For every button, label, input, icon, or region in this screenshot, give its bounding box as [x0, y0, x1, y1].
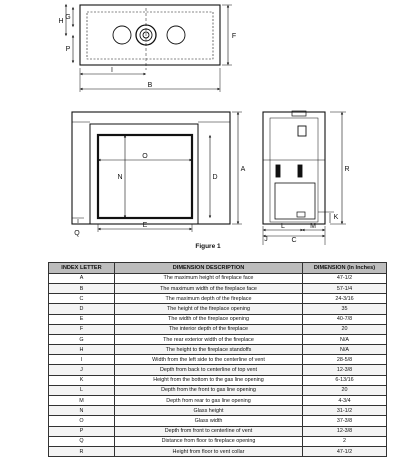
table-row — [49, 396, 387, 406]
dimension-description: Glass width — [115, 416, 303, 426]
label-p: P — [65, 46, 71, 53]
index-letter: Q — [49, 436, 115, 446]
label-g: G — [65, 14, 71, 21]
table-row — [49, 365, 387, 375]
label-i: I — [111, 67, 113, 74]
dimension-description: The rear exterior width of the fireplace — [115, 334, 303, 344]
header-index-letter: INDEX LETTER — [49, 263, 115, 274]
dimension-value: 4-3/4 — [303, 396, 387, 406]
dimension-value: 24-3/16 — [303, 294, 387, 304]
index-letter: G — [49, 334, 115, 344]
index-letter: B — [49, 283, 115, 293]
label-h: H — [58, 18, 64, 25]
dimension-value: 20 — [303, 324, 387, 334]
dimension-value: 12-3/8 — [303, 365, 387, 375]
dimension-description: The height of the fireplace opening — [115, 304, 303, 314]
dimension-description: The interior depth of the fireplace — [115, 324, 303, 334]
table-row — [49, 294, 387, 304]
index-letter: M — [49, 396, 115, 406]
label-c: C — [291, 237, 297, 244]
dimension-value: 47-1/2 — [303, 273, 387, 283]
dimensions-table — [48, 262, 387, 457]
dimension-description: Distance from floor to fireplace opening — [115, 436, 303, 446]
label-k: K — [333, 214, 339, 221]
index-letter: I — [49, 355, 115, 365]
index-letter: K — [49, 375, 115, 385]
label-d: D — [212, 174, 218, 181]
dimension-description: The maximum width of the fireplace face — [115, 283, 303, 293]
dimension-description: The maximum height of fireplace face — [115, 273, 303, 283]
dimension-description: Depth from rear to gas line opening — [115, 396, 303, 406]
dimension-value: 37-3/8 — [303, 416, 387, 426]
index-letter: H — [49, 345, 115, 355]
table-row — [49, 416, 387, 426]
table-row — [49, 345, 387, 355]
index-letter: L — [49, 385, 115, 395]
dimension-description: The width of the fireplace opening — [115, 314, 303, 324]
dimension-value: 40-7/8 — [303, 314, 387, 324]
dimension-description: Height from floor to vent collar — [115, 446, 303, 456]
dimension-description: Height from the bottom to the gas line opening — [115, 375, 303, 385]
front-view — [72, 112, 242, 232]
label-o: O — [142, 153, 148, 160]
dimension-description: The height to the fireplace standoffs — [115, 345, 303, 355]
table-row — [49, 375, 387, 385]
table-row — [49, 273, 387, 283]
index-letter: J — [49, 365, 115, 375]
index-letter: F — [49, 324, 115, 334]
label-m: M — [310, 223, 316, 230]
index-letter: C — [49, 294, 115, 304]
dimension-value: N/A — [303, 334, 387, 344]
dimension-value: 47-1/2 — [303, 446, 387, 456]
table-row — [49, 324, 387, 334]
dimension-value: 20 — [303, 385, 387, 395]
header-dimension-inches: DIMENSION (In Inches) — [303, 263, 387, 274]
table-row — [49, 385, 387, 395]
label-q: Q — [74, 230, 80, 237]
dimension-description: Depth from front to centerline of vent — [115, 426, 303, 436]
table-row — [49, 355, 387, 365]
label-e: E — [142, 222, 148, 229]
label-j: J — [264, 236, 268, 243]
table-header-row — [49, 263, 387, 274]
dimension-value: N/A — [303, 345, 387, 355]
table-row — [49, 304, 387, 314]
table-row — [49, 314, 387, 324]
index-letter: O — [49, 416, 115, 426]
dimension-value: 12-3/8 — [303, 426, 387, 436]
dimension-value: 35 — [303, 304, 387, 314]
dimension-value: 57-1/4 — [303, 283, 387, 293]
dimension-description: Depth from back to centerline of top vent — [115, 365, 303, 375]
label-b: B — [147, 82, 153, 89]
label-n: N — [117, 174, 123, 181]
dimension-value: 31-1/2 — [303, 406, 387, 416]
label-l: L — [281, 223, 285, 230]
table-row — [49, 426, 387, 436]
dimension-description: Depth from the front to gas line opening — [115, 385, 303, 395]
dimension-value: 6-13/16 — [303, 375, 387, 385]
table-row — [49, 436, 387, 446]
label-a: A — [240, 166, 246, 173]
index-letter: P — [49, 426, 115, 436]
top-view — [66, 5, 232, 92]
index-letter: E — [49, 314, 115, 324]
table-row — [49, 334, 387, 344]
table-row — [49, 406, 387, 416]
dimension-description: Glass height — [115, 406, 303, 416]
dimension-description: The maximum depth of the fireplace — [115, 294, 303, 304]
index-letter: A — [49, 273, 115, 283]
side-view — [263, 111, 346, 245]
index-letter: N — [49, 406, 115, 416]
index-letter: D — [49, 304, 115, 314]
dimension-description: Width from the left side to the centerline of vent — [115, 355, 303, 365]
figure-caption: Figure 1 — [195, 243, 221, 250]
label-r: R — [344, 166, 350, 173]
dimension-value: 2 — [303, 436, 387, 446]
table-row — [49, 283, 387, 293]
dimension-value: 28-5/8 — [303, 355, 387, 365]
index-letter: R — [49, 446, 115, 456]
label-f: F — [231, 33, 237, 40]
header-dimension-description: DIMENSION DESCRIPTION — [115, 263, 303, 274]
